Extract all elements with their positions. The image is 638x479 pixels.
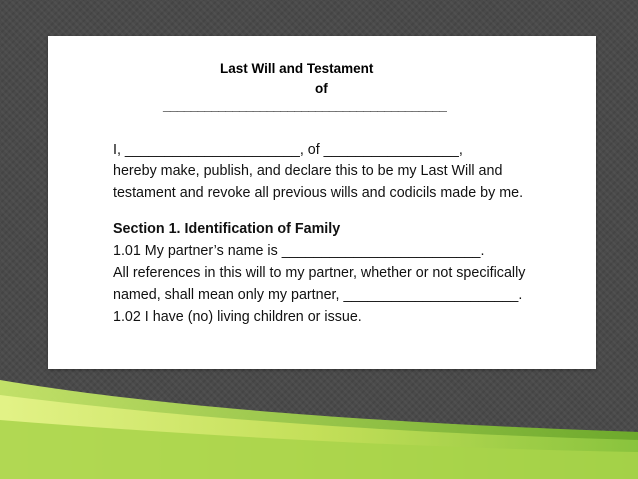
section-heading: Section 1. Identification of Family (113, 221, 341, 237)
body-line: testament and revoke all previous wills and codicils made by me. (113, 185, 524, 201)
section-line: named, shall mean only my partner, ______________________. (113, 287, 523, 303)
document-title-blank: _________________________________________ (163, 98, 447, 113)
body-line: hereby make, publish, and declare this to be my Last Will and (113, 163, 503, 179)
document-title-of: of (315, 81, 328, 96)
body-line: I, ______________________, of _________________, (113, 142, 463, 158)
section-line: 1.02 I have (no) living children or issue. (113, 309, 362, 325)
section-line: All references in this will to my partner, whether or not specifically (113, 265, 526, 281)
section-line: 1.01 My partner’s name is _________________________. (113, 243, 485, 259)
document-title: Last Will and Testament (220, 61, 374, 76)
document-card (48, 36, 596, 369)
